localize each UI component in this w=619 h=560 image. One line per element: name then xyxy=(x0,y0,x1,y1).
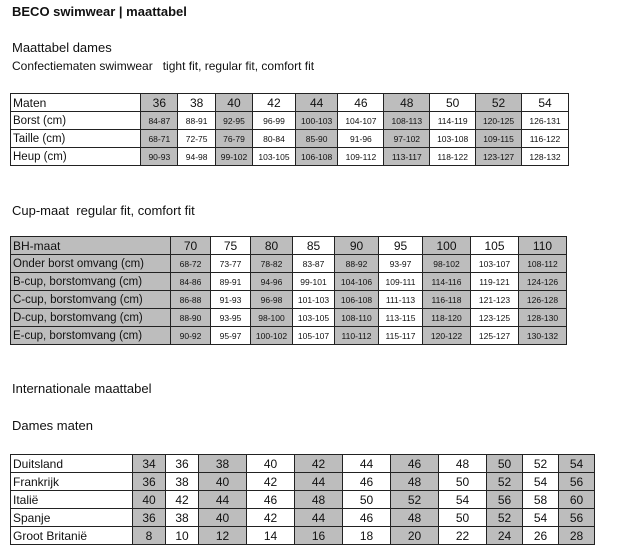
header-cell: 54 xyxy=(521,94,568,112)
row-label-cell: Heup (cm) xyxy=(11,148,141,166)
value-cell: 103-105 xyxy=(293,309,335,327)
header-cell: 48 xyxy=(384,94,430,112)
value-cell: 104-106 xyxy=(335,273,379,291)
value-cell: 40 xyxy=(133,491,166,509)
row-label-cell: Duitsland xyxy=(11,455,133,473)
value-cell: 116-118 xyxy=(423,291,471,309)
value-cell: 24 xyxy=(487,527,523,545)
value-cell: 108-110 xyxy=(335,309,379,327)
value-cell: 52 xyxy=(487,509,523,527)
value-cell: 46 xyxy=(343,509,391,527)
header-cell: 105 xyxy=(471,237,519,255)
value-cell: 68-72 xyxy=(171,255,211,273)
value-cell: 84-87 xyxy=(141,112,178,130)
header-cell: 46 xyxy=(338,94,384,112)
value-cell: 36 xyxy=(166,455,199,473)
value-cell: 124-126 xyxy=(519,273,567,291)
value-cell: 22 xyxy=(439,527,487,545)
value-cell: 46 xyxy=(391,455,439,473)
value-cell: 86-88 xyxy=(171,291,211,309)
value-cell: 91-96 xyxy=(338,130,384,148)
value-cell: 96-98 xyxy=(251,291,293,309)
row-label-cell: Frankrijk xyxy=(11,473,133,491)
cup-size-table xyxy=(10,236,567,345)
value-cell: 101-103 xyxy=(293,291,335,309)
value-cell: 42 xyxy=(166,491,199,509)
value-cell: 120-122 xyxy=(423,327,471,345)
value-cell: 36 xyxy=(133,509,166,527)
value-cell: 38 xyxy=(166,473,199,491)
cup-row xyxy=(11,291,567,309)
value-cell: 40 xyxy=(247,455,295,473)
header-cell: 70 xyxy=(171,237,211,255)
value-cell: 108-113 xyxy=(384,112,430,130)
header-cell: 52 xyxy=(476,94,522,112)
value-cell: 42 xyxy=(247,509,295,527)
value-cell: 48 xyxy=(295,491,343,509)
value-cell: 130-132 xyxy=(519,327,567,345)
value-cell: 91-93 xyxy=(211,291,251,309)
value-cell: 103-108 xyxy=(430,130,476,148)
value-cell: 72-75 xyxy=(178,130,215,148)
value-cell: 48 xyxy=(391,473,439,491)
value-cell: 85-90 xyxy=(295,130,338,148)
value-cell: 98-102 xyxy=(423,255,471,273)
value-cell: 50 xyxy=(439,473,487,491)
row-label-cell: Borst (cm) xyxy=(11,112,141,130)
value-cell: 73-77 xyxy=(211,255,251,273)
cup-header-row xyxy=(11,237,567,255)
value-cell: 48 xyxy=(439,455,487,473)
value-cell: 109-112 xyxy=(338,148,384,166)
value-cell: 44 xyxy=(343,455,391,473)
intl-row xyxy=(11,455,595,473)
value-cell: 95-97 xyxy=(211,327,251,345)
value-cell: 42 xyxy=(247,473,295,491)
value-cell: 10 xyxy=(166,527,199,545)
section1-heading: Maattabel dames xyxy=(12,40,112,55)
value-cell: 116-122 xyxy=(521,130,568,148)
value-cell: 106-108 xyxy=(335,291,379,309)
value-cell: 48 xyxy=(391,509,439,527)
header-cell: 50 xyxy=(430,94,476,112)
value-cell: 83-87 xyxy=(293,255,335,273)
value-cell: 52 xyxy=(487,473,523,491)
value-cell: 100-103 xyxy=(295,112,338,130)
value-cell: 108-112 xyxy=(519,255,567,273)
value-cell: 94-96 xyxy=(251,273,293,291)
value-cell: 109-115 xyxy=(476,130,522,148)
value-cell: 60 xyxy=(559,491,595,509)
header-cell: 40 xyxy=(215,94,252,112)
dames-row xyxy=(11,148,569,166)
value-cell: 128-130 xyxy=(519,309,567,327)
value-cell: 50 xyxy=(439,509,487,527)
intl-row xyxy=(11,509,595,527)
value-cell: 14 xyxy=(247,527,295,545)
intl-row xyxy=(11,527,595,545)
value-cell: 111-113 xyxy=(379,291,423,309)
value-cell: 96-99 xyxy=(253,112,296,130)
header-cell: 90 xyxy=(335,237,379,255)
intl-row xyxy=(11,491,595,509)
value-cell: 125-127 xyxy=(471,327,519,345)
value-cell: 54 xyxy=(523,473,559,491)
value-cell: 99-101 xyxy=(293,273,335,291)
value-cell: 50 xyxy=(343,491,391,509)
value-cell: 52 xyxy=(523,455,559,473)
value-cell: 113-115 xyxy=(379,309,423,327)
value-cell: 98-100 xyxy=(251,309,293,327)
section3-subheading: Dames maten xyxy=(12,418,93,433)
row-label-cell: Maten xyxy=(11,94,141,112)
value-cell: 42 xyxy=(295,455,343,473)
header-cell: 36 xyxy=(141,94,178,112)
value-cell: 44 xyxy=(295,473,343,491)
value-cell: 126-131 xyxy=(521,112,568,130)
value-cell: 18 xyxy=(343,527,391,545)
value-cell: 38 xyxy=(166,509,199,527)
value-cell: 88-90 xyxy=(171,309,211,327)
section1-subheading: Confectiematen swimwear tight fit, regular fit, comfort fit xyxy=(12,59,315,73)
size-table-dames xyxy=(10,93,569,166)
value-cell: 54 xyxy=(559,455,595,473)
value-cell: 93-95 xyxy=(211,309,251,327)
value-cell: 88-91 xyxy=(178,112,215,130)
value-cell: 104-107 xyxy=(338,112,384,130)
value-cell: 38 xyxy=(199,455,247,473)
header-cell: 44 xyxy=(295,94,338,112)
header-cell: 95 xyxy=(379,237,423,255)
value-cell: 105-107 xyxy=(293,327,335,345)
header-cell: 110 xyxy=(519,237,567,255)
value-cell: 54 xyxy=(523,509,559,527)
value-cell: 114-119 xyxy=(430,112,476,130)
value-cell: 16 xyxy=(295,527,343,545)
row-label-cell: Italië xyxy=(11,491,133,509)
header-cell: 42 xyxy=(253,94,296,112)
value-cell: 119-121 xyxy=(471,273,519,291)
value-cell: 90-93 xyxy=(141,148,178,166)
value-cell: 52 xyxy=(391,491,439,509)
cup-row xyxy=(11,327,567,345)
value-cell: 114-116 xyxy=(423,273,471,291)
row-label-cell: Onder borst omvang (cm) xyxy=(11,255,171,273)
value-cell: 84-86 xyxy=(171,273,211,291)
value-cell: 80-84 xyxy=(253,130,296,148)
value-cell: 110-112 xyxy=(335,327,379,345)
value-cell: 68-71 xyxy=(141,130,178,148)
value-cell: 118-122 xyxy=(430,148,476,166)
international-size-table xyxy=(10,454,595,545)
cup-row xyxy=(11,255,567,273)
header-cell: 85 xyxy=(293,237,335,255)
value-cell: 44 xyxy=(199,491,247,509)
value-cell: 12 xyxy=(199,527,247,545)
value-cell: 123-127 xyxy=(476,148,522,166)
cup-row xyxy=(11,273,567,291)
header-cell: 80 xyxy=(251,237,293,255)
row-label-cell: Taille (cm) xyxy=(11,130,141,148)
value-cell: 36 xyxy=(133,473,166,491)
value-cell: 54 xyxy=(439,491,487,509)
value-cell: 88-92 xyxy=(335,255,379,273)
page-title: BECO swimwear | maattabel xyxy=(12,4,187,19)
header-cell: 75 xyxy=(211,237,251,255)
value-cell: 8 xyxy=(133,527,166,545)
value-cell: 46 xyxy=(247,491,295,509)
header-cell: 100 xyxy=(423,237,471,255)
value-cell: 34 xyxy=(133,455,166,473)
value-cell: 103-107 xyxy=(471,255,519,273)
value-cell: 90-92 xyxy=(171,327,211,345)
cup-row xyxy=(11,309,567,327)
value-cell: 26 xyxy=(523,527,559,545)
intl-row xyxy=(11,473,595,491)
value-cell: 100-102 xyxy=(251,327,293,345)
value-cell: 97-102 xyxy=(384,130,430,148)
value-cell: 28 xyxy=(559,527,595,545)
value-cell: 99-102 xyxy=(215,148,252,166)
value-cell: 46 xyxy=(343,473,391,491)
row-label-cell: E-cup, borstomvang (cm) xyxy=(11,327,171,345)
value-cell: 58 xyxy=(523,491,559,509)
value-cell: 76-79 xyxy=(215,130,252,148)
value-cell: 106-108 xyxy=(295,148,338,166)
value-cell: 128-132 xyxy=(521,148,568,166)
value-cell: 120-125 xyxy=(476,112,522,130)
dames-row xyxy=(11,112,569,130)
row-label-cell: BH-maat xyxy=(11,237,171,255)
value-cell: 126-128 xyxy=(519,291,567,309)
value-cell: 40 xyxy=(199,473,247,491)
value-cell: 56 xyxy=(559,509,595,527)
value-cell: 40 xyxy=(199,509,247,527)
row-label-cell: Groot Britanië xyxy=(11,527,133,545)
value-cell: 78-82 xyxy=(251,255,293,273)
value-cell: 44 xyxy=(295,509,343,527)
value-cell: 123-125 xyxy=(471,309,519,327)
row-label-cell: C-cup, borstomvang (cm) xyxy=(11,291,171,309)
row-label-cell: D-cup, borstomvang (cm) xyxy=(11,309,171,327)
value-cell: 56 xyxy=(559,473,595,491)
value-cell: 109-111 xyxy=(379,273,423,291)
section3-heading: Internationale maattabel xyxy=(12,381,152,396)
value-cell: 121-123 xyxy=(471,291,519,309)
value-cell: 50 xyxy=(487,455,523,473)
section2-heading: Cup-maat regular fit, comfort fit xyxy=(12,203,195,218)
value-cell: 89-91 xyxy=(211,273,251,291)
value-cell: 20 xyxy=(391,527,439,545)
dames-row xyxy=(11,130,569,148)
dames-header-row xyxy=(11,94,569,112)
row-label-cell: B-cup, borstomvang (cm) xyxy=(11,273,171,291)
value-cell: 103-105 xyxy=(253,148,296,166)
value-cell: 92-95 xyxy=(215,112,252,130)
value-cell: 56 xyxy=(487,491,523,509)
header-cell: 38 xyxy=(178,94,215,112)
value-cell: 94-98 xyxy=(178,148,215,166)
row-label-cell: Spanje xyxy=(11,509,133,527)
value-cell: 93-97 xyxy=(379,255,423,273)
value-cell: 113-117 xyxy=(384,148,430,166)
value-cell: 115-117 xyxy=(379,327,423,345)
value-cell: 118-120 xyxy=(423,309,471,327)
